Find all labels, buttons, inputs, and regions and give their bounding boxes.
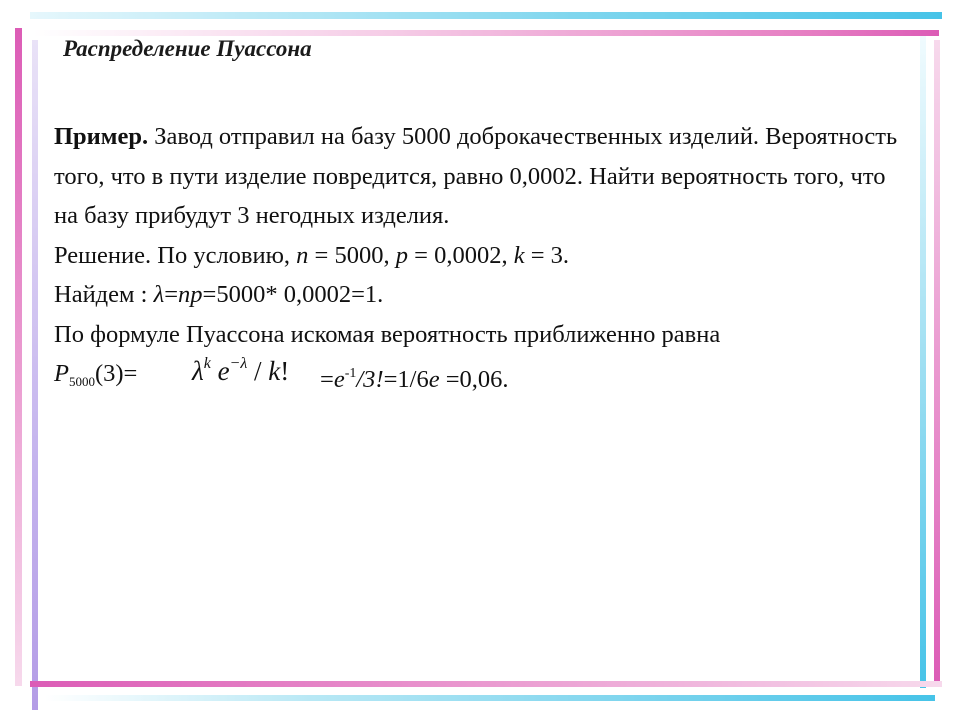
poisson-formula: [192, 344, 289, 392]
example-text: Завод отправил на базу 5000 доброкачественных изделий. Вероятность того, что в пути изделие повредится, равно 0,0002. Найти вероятность того, что на базу прибудут 3 негодных изделия.: [54, 123, 898, 229]
find-result: =5000* 0,0002=1.: [202, 281, 384, 308]
slide-content: [54, 117, 912, 402]
probability-argument: (3)=: [94, 360, 138, 387]
result-line: [54, 354, 912, 402]
formula-text: По формуле Пуассона искомая вероятность приближенно равна: [54, 320, 721, 348]
formula-lambda: λ: [192, 356, 204, 386]
k-value: = 3.: [524, 241, 570, 269]
slide-title: Распределение Пуассона: [63, 36, 312, 61]
solution-prefix: Решение. По условию,: [54, 241, 297, 269]
bottom-cyan-stripe: [45, 695, 935, 701]
result-mid: =1/6: [383, 366, 429, 393]
result-factorial: !: [375, 366, 384, 393]
left-lilac-stripe: [32, 40, 38, 710]
right-magenta-stripe: [934, 40, 940, 685]
left-magenta-stripe: [15, 28, 22, 686]
formula-neg-lambda-exponent: −λ: [229, 355, 248, 372]
probability-subscript: 5000: [68, 374, 95, 389]
bottom-magenta-stripe: [30, 681, 942, 687]
result-e: e: [333, 366, 345, 393]
example-label: Пример.: [54, 123, 149, 150]
var-k: k: [513, 241, 525, 269]
p-value: = 0,0002,: [408, 241, 514, 269]
solution-line: [54, 236, 912, 276]
result-div3: /3: [356, 366, 376, 393]
formula-k: k: [268, 356, 281, 386]
probability-symbol: P: [54, 360, 69, 387]
formula-result: [320, 354, 509, 400]
var-n: n: [296, 241, 309, 269]
find-prefix: Найдем :: [54, 281, 154, 308]
find-equals: =: [164, 281, 179, 308]
result-equals: =: [320, 366, 334, 393]
formula-e: e: [217, 356, 230, 386]
n-value: = 5000,: [308, 241, 396, 269]
top-cyan-stripe: [30, 12, 942, 19]
formula-k-exponent: k: [203, 355, 211, 372]
right-cyan-stripe: [920, 36, 926, 688]
lambda-symbol: λ: [153, 281, 165, 308]
find-line: [54, 275, 912, 315]
var-p: p: [395, 241, 408, 269]
formula-factorial: !: [280, 356, 290, 386]
example-paragraph: [54, 117, 912, 236]
formula-divide: /: [247, 356, 269, 386]
result-e2: e: [428, 366, 440, 393]
result-e-exponent: -1: [344, 366, 357, 381]
result-final: =0,06.: [439, 366, 509, 393]
np-product: np: [178, 281, 203, 308]
